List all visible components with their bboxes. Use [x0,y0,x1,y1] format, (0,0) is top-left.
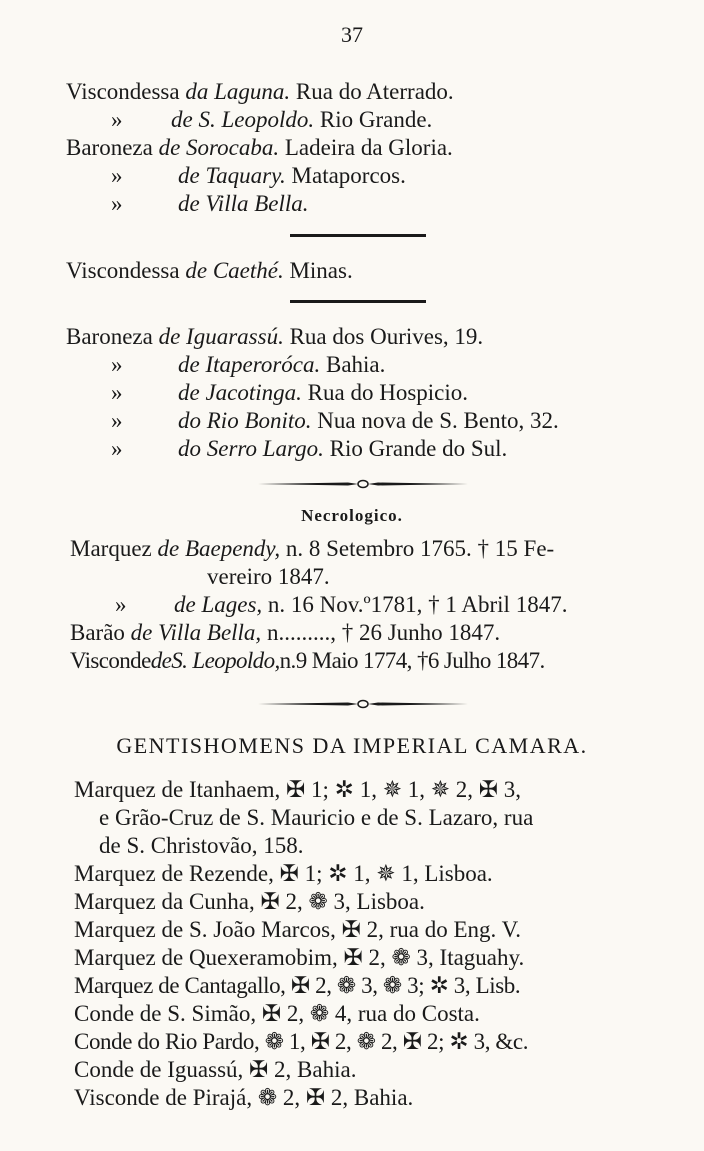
entry-line: Marquez de S. João Marcos, ✠ 2, rua do Eng. V. [74,917,522,942]
entry-line: Marquez de Itanhaem, ✠ 1; ✲ 1, ✵ 1, ✵ 2, ✠ 3, [74,777,522,802]
entry-line: Conde de Iguassú, ✠ 2, Bahia. [74,1057,357,1082]
entry-line: Viscondessa da Laguna. Rua do Aterrado. [66,79,454,104]
entry-line: Conde de S. Simão, ✠ 2, ❁ 4, rua do Costa. [74,1001,480,1026]
entry-line: » do Serro Largo. Rio Grande do Sul. [111,436,508,461]
entry-line: e Grão-Cruz de S. Mauricio e de S. Lazaro, rua [99,805,534,830]
entry-line: Baroneza de Sorocaba. Ladeira da Gloria. [66,135,453,160]
entry-line: Viscondessa de Caethé. Minas. [66,258,353,283]
entry-line: » de Villa Bella. [111,191,309,216]
entry-line: ViscondedeS. Leopoldo,n.9 Maio 1774, †6 Julho 1847. [70,648,545,673]
entry-line: Marquez de Cantagallo, ✠ 2, ❁ 3, ❁ 3; ✲ 3, Lisb. [74,973,521,998]
entry-line: Marquez de Baependy, n. 8 Setembro 1765. † 15 Fe- [70,536,555,561]
entry-line: » de S. Leopoldo. Rio Grande. [111,107,433,132]
ornamental-divider [258,478,468,490]
divider-rule [290,300,426,303]
entry-line: » do Rio Bonito. Nua nova de S. Bento, 32. [111,408,559,433]
page-number: 37 [341,22,363,47]
section-title: GENTISHOMENS DA IMPERIAL CAMARA. [116,733,588,758]
entry-line: Barão de Villa Bella, n........., † 26 Junho 1847. [70,620,501,645]
entry-line: Baroneza de Iguarassú. Rua dos Ourives, 19. [66,324,484,349]
entry-line: » de Jacotinga. Rua do Hospicio. [111,380,469,405]
entry-line: vereiro 1847. [207,564,330,589]
entry-line: Conde do Rio Pardo, ❁ 1, ✠ 2, ❁ 2, ✠ 2; ✲ 3, &c. [74,1029,529,1054]
entry-line: » de Itaperoróca. Bahia. [111,352,386,377]
divider-rule [290,234,426,237]
entry-line: » de Lages, n. 16 Nov.º1781, † 1 Abril 1847. [115,592,568,617]
entry-line: » de Taquary. Mataporcos. [111,163,406,188]
entry-line: de S. Christovão, 158. [99,833,304,858]
entry-line: Marquez de Rezende, ✠ 1; ✲ 1, ✵ 1, Lisboa. [74,861,493,886]
entry-line: Marquez de Quexeramobim, ✠ 2, ❁ 3, Itaguahy. [74,945,525,970]
necrologico-heading: Necrologico. [301,506,403,525]
entry-line: Visconde de Pirajá, ❁ 2, ✠ 2, Bahia. [74,1085,414,1110]
entry-line: Marquez da Cunha, ✠ 2, ❁ 3, Lisboa. [74,889,425,914]
ornamental-divider [258,698,468,710]
